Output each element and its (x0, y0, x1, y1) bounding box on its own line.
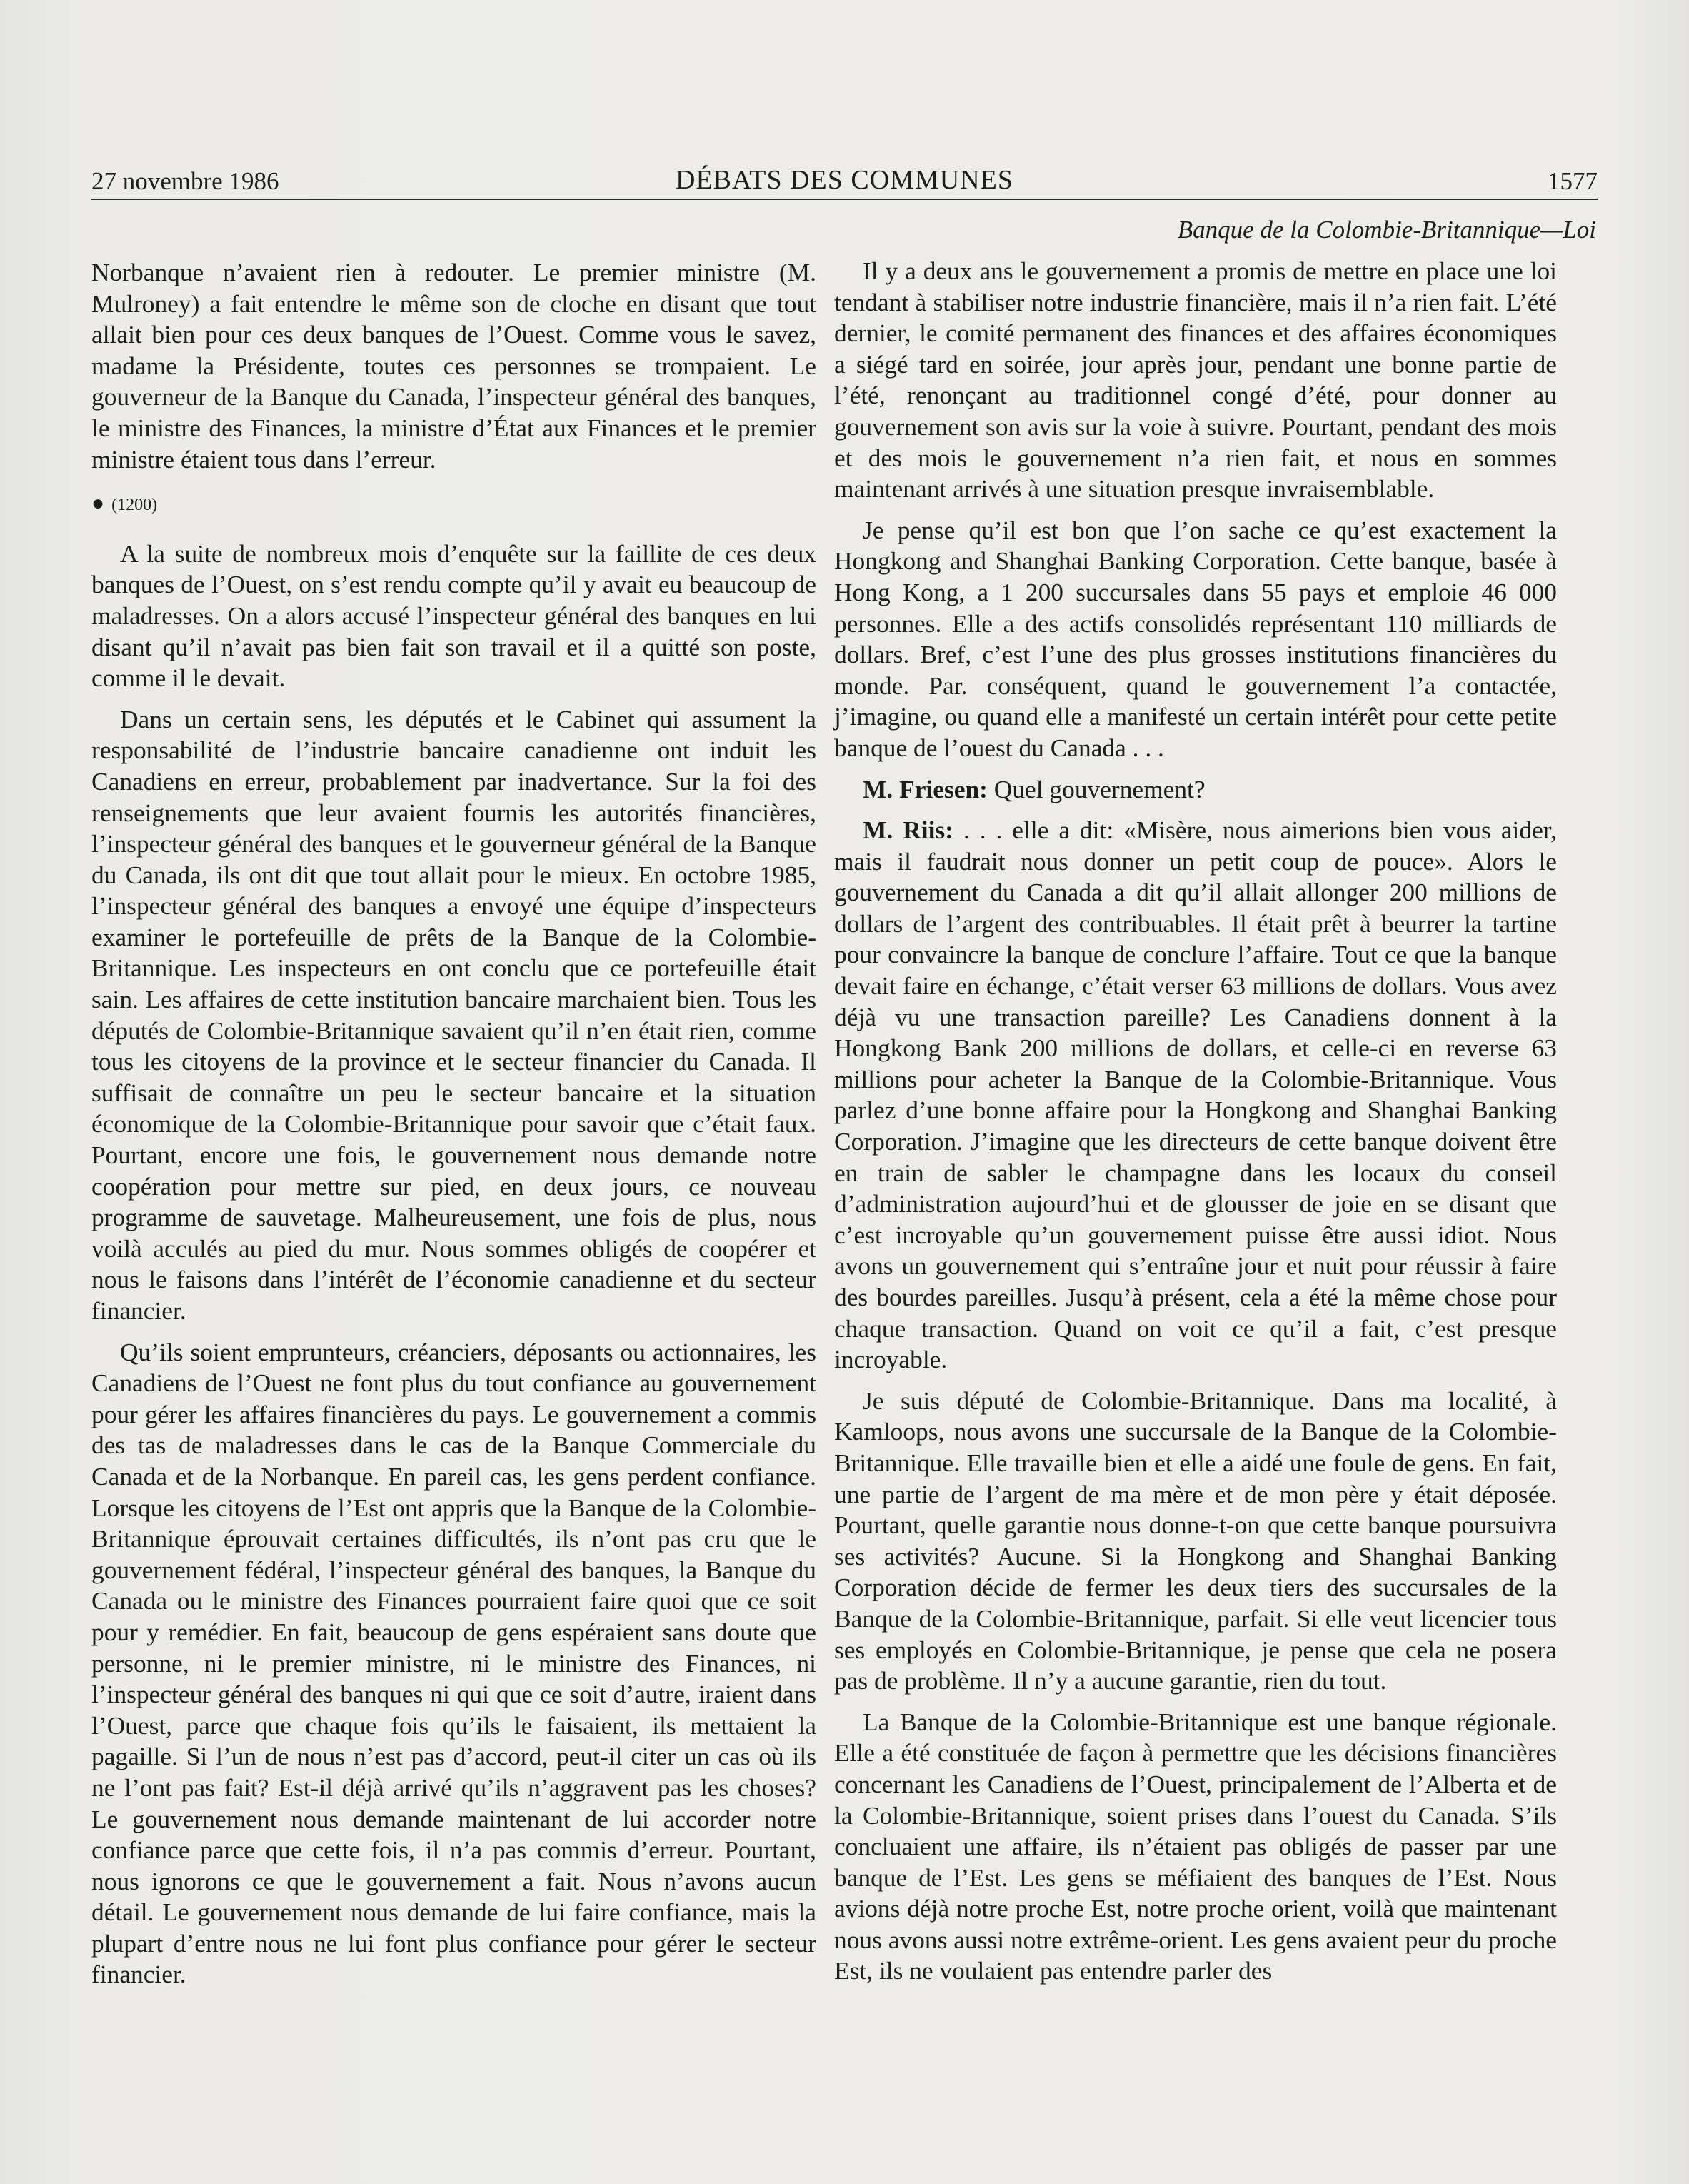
paragraph: A la suite de nombreux mois d’enquête sur la faillite de ces deux banques de l’Ouest, on s’est rendu compte qu’il y avait eu beaucoup de maladresses. On a alors accusé l’inspecteur général des banques en lui disant qu’il n’avait pas bien fait son travail et il a quitté son poste, comme il le devait. (91, 539, 816, 693)
publication-title: DÉBATS DES COMMUNES (676, 165, 1013, 195)
paragraph: La Banque de la Colombie-Britannique est une banque régionale. Elle a été constituée de façon à permettre que les décisions financières concernant les Canadiens de l’Ouest, principalement de l’Alberta et de la Colombie-Britannique, soient prises dans l’ouest du Canada. S’ils concluaient une affaire, ils n’étaient pas obligés de passer par une banque de l’Est. Les gens se méfiaient des banques de l’Est. Nous avions déjà notre proche Est, notre proche orient, voilà que maintenant nous avons aussi notre extrême-orient. Les gens avaient peur du proche Est, ils ne voulaient pas entendre parler des (834, 1707, 1557, 1985)
paragraph: Qu’ils soient emprunteurs, créanciers, déposants ou actionnaires, les Canadiens de l’Ouest ne font plus du tout confiance au gouvernement pour gérer les affaires financières du pays. Le gouvernement a commis des tas de maladresses dans le cas de la Banque Commerciale du Canada et de la Norbanque. En pareil cas, les gens perdent confiance. Lorsque les citoyens de l’Est ont appris que la Banque de la Colombie-Britannique éprouvait certaines difficultés, ils n’ont pas cru que le gouvernement fédéral, l’inspecteur général des banques, la Banque du Canada ou le ministre des Finances pourraient faire quoi que ce soit pour y remédier. En fait, beaucoup de gens espéraient sans doute que personne, ni le premier ministre, ni le ministre des Finances, ni l’inspecteur général des banques ni qui que ce soit d’autre, iraient dans l’Ouest, parce que chaque fois qu’ils le faisaient, ils mettaient la pagaille. Si l’un de nous n’est pas d’accord, peut-il citer un cas où ils ne l’ont pas fait? Est-il déjà arrivé qu’ils n’aggravent pas les choses? Le gouvernement nous demande maintenant de lui accorder notre confiance parce que cette fois, il n’a pas commis d’erreur. Pourtant, nous ignorons ce que le gouvernement a fait. Nous n’avons aucun détail. Le gouvernement nous demande de lui faire confiance, mais la plupart d’entre nous ne lui font plus confiance pour gérer le secteur financier. (91, 1337, 816, 1989)
bullet-icon: ● (91, 491, 105, 516)
header-date: 27 novembre 1986 (91, 167, 279, 195)
left-column (91, 257, 816, 2000)
speech-riis (834, 815, 1557, 1376)
speech-friesen (834, 774, 1557, 806)
paragraph: Norbanque n’avaient rien à redouter. Le premier ministre (M. Mulroney) a fait entendre le même son de cloche en disant que tout allait bien pour ces deux banques de l’Ouest. Comme vous le savez, madame la Présidente, toutes ces personnes se trompaient. Le gouverneur de la Banque du Canada, l’inspecteur général des banques, le ministre des Finances, la ministre d’État aux Finances et le premier ministre étaient tous dans l’erreur. (91, 258, 816, 474)
speech-text: Quel gouvernement? (993, 774, 1206, 803)
time-marker-text: (1200) (111, 496, 158, 515)
page-header (91, 159, 1598, 200)
speech-text: . . . elle a dit: «Misère, nous aimerions bien vous aider, mais il faudrait nous donner un petit coup de pouce». Alors le gouvernement du Canada a dit qu’il allait allonger 200 millions de dollars de l’argent des contribuables. Il était prêt à beurrer la tartine pour convaincre la banque de conclure l’affaire. Tout ce que la banque devait faire en échange, c’était verser 63 millions de dollars. Vous avez déjà vu une transaction pareille? Les Canadiens donnent à la Hongkong Bank 200 millions de dollars, et celle-ci en reverse 63 millions pour acheter la Banque de la Colombie-Britannique. Vous parlez d’une bonne affaire pour la Hongkong and Shanghai Banking Corporation. J’imagine que les directeurs de cette banque doivent être en train de sabler le champagne dans les locaux du conseil d’administration aujourd’hui et de glousser de joie en se disant que c’est incroyable qu’un gouvernement puisse être aussi idiot. Nous avons un gouvernement qui s’entraîne jour et nuit pour réussir à faire des bourdes pareilles. Jusqu’à présent, cela a été la même chose pour chaque transaction. Quand on voit ce qu’il a fait, c’est presque incroyable. (834, 816, 1557, 1374)
right-column (834, 256, 1557, 1997)
paragraph: Je pense qu’il est bon que l’on sache ce qu’est exactement la Hongkong and Shanghai Banking Corporation. Cette banque, basée à Hong Kong, a 1 200 succursales dans 55 pays et emploie 46 000 personnes. Elle a des actifs consolidés représentant 110 milliards de dollars. Bref, c’est l’une des plus grosses institutions financières du monde. Par. conséquent, quand le gouvernement l’a contactée, j’imagine, ou quand elle a manifesté un certain intérêt pour cette petite banque de l’ouest du Canada . . . (834, 515, 1557, 762)
running-title: Banque de la Colombie-Britannique—Loi (1177, 216, 1596, 244)
speaker-name: M. Riis: (863, 816, 953, 845)
page-number: 1577 (1548, 167, 1598, 195)
paragraph: Je suis député de Colombie-Britannique. Dans ma localité, à Kamloops, nous avons une succursale de la Banque de la Colombie-Britannique. Elle travaille bien et elle a aidé une foule de gens. En fait, une partie de l’argent de ma mère et de mon père y était déposée. Pourtant, quelle garantie nous donne-t-on que cette banque poursuivra ses activités? Aucune. Si la Hongkong and Shanghai Banking Corporation décide de fermer les deux tiers des succursales de la Banque de la Colombie-Britannique, parfait. Si elle veut licencier tous ses employés en Colombie-Britannique, je pense que cela ne posera pas de problème. Il n’y a aucune garantie, rien du tout. (834, 1386, 1557, 1695)
paragraph: Il y a deux ans le gouvernement a promis de mettre en place une loi tendant à stabiliser notre industrie financière, mais il n’a rien fait. L’été dernier, le comité permanent des finances et des affaires économiques a siégé tard en soirée, jour après jour, pendant une bonne partie de l’été, renonçant au traditionnel congé d’été, pour donner au gouvernement son avis sur la voie à suivre. Pourtant, pendant des mois et des mois le gouvernement n’a rien fait, et nous en sommes maintenant arrivés à une situation presque invraisemblable. (834, 256, 1557, 504)
speaker-name: M. Friesen: (863, 774, 988, 803)
paragraph: Dans un certain sens, les députés et le Cabinet qui assument la responsabilité de l’industrie bancaire canadienne ont induit les Canadiens en erreur, probablement par inadvertance. Sur la foi des renseignements que leur avaient fournis les autorités financières, l’inspecteur général des banques et le gouverneur général de la Banque du Canada, ils ont dit que tout allait pour le mieux. En octobre 1985, l’inspecteur général des banques a envoyé une équipe d’inspecteurs examiner le portefeuille de prêts de la Banque de la Colombie-Britannique. Les inspecteurs en ont conclu que ce portefeuille était sain. Les affaires de cette institution bancaire marchaient bien. Tous les députés de Colombie-Britannique savaient qu’il n’en était rien, comme tous les citoyens de la province et le secteur financier du Canada. Il suffisait de connaître un peu le secteur bancaire et la situation économique de la Colombie-Britannique pour savoir que c’était faux. Pourtant, encore une fois, le gouvernement nous demande notre coopération pour mettre sur pied, en deux jours, ce nouveau programme de sauvetage. Malheureusement, une fois de plus, nous voilà acculés au pied du mur. Nous sommes obligés de coopérer et nous le faisons dans l’intérêt de l’économie canadienne et du secteur financier. (91, 704, 816, 1325)
time-marker (91, 488, 816, 521)
